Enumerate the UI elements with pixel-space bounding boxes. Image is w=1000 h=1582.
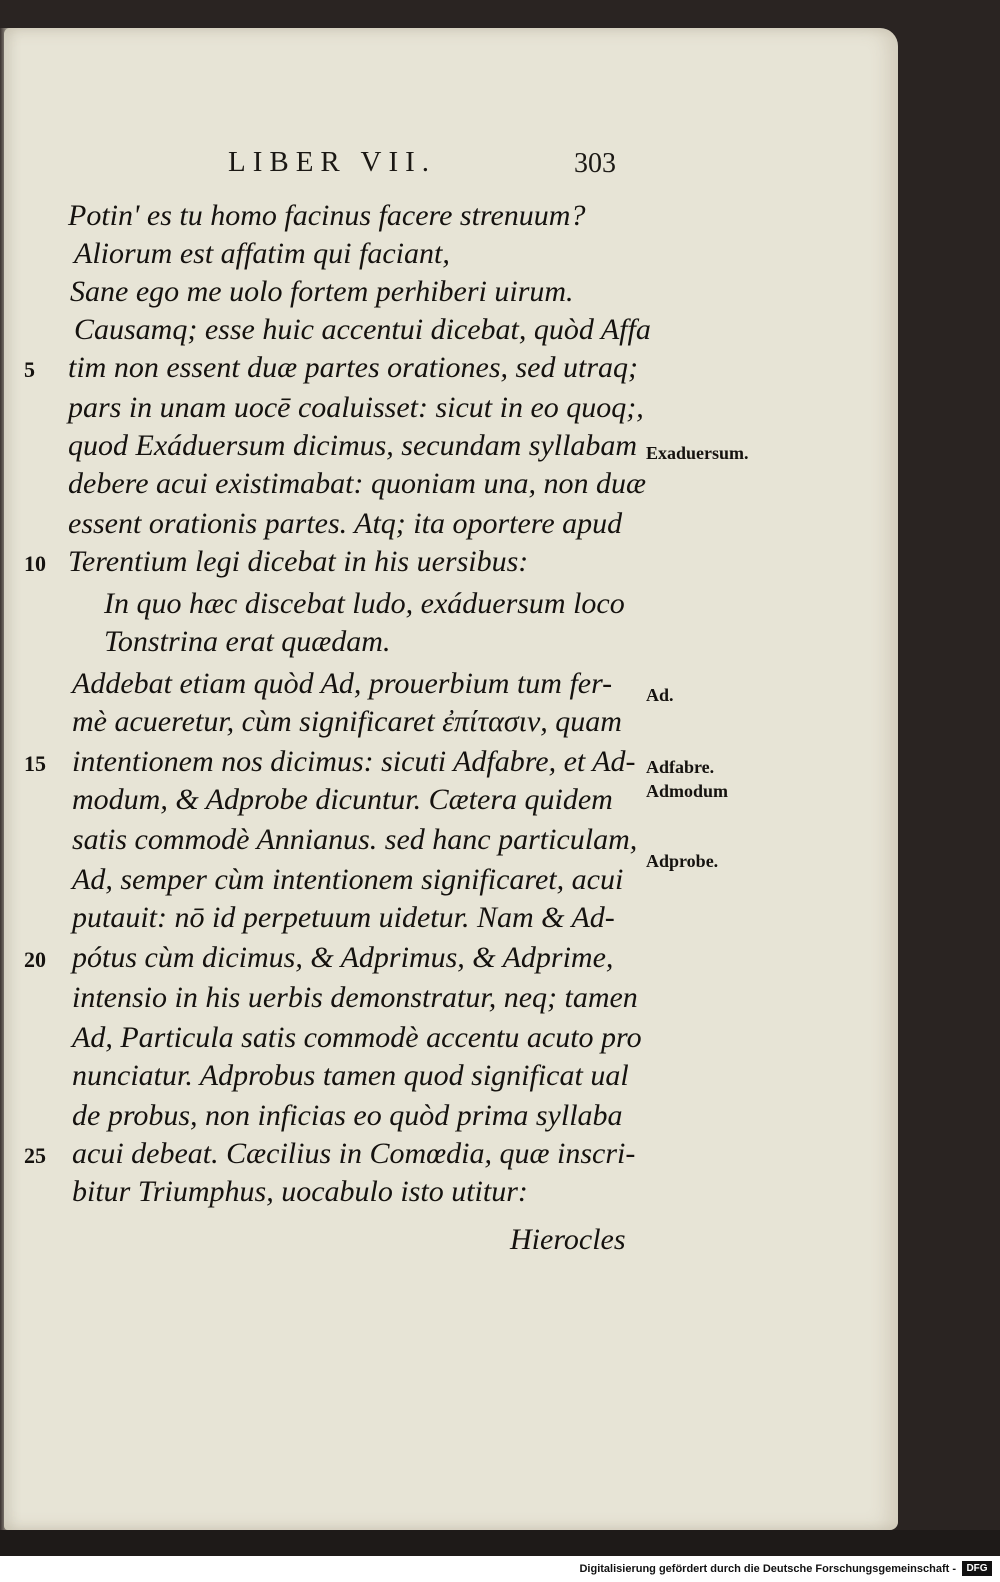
text-line: Addebat etiam quòd Ad, prouerbium tum fer- (72, 667, 613, 700)
margin-note: Adfabre. (646, 757, 715, 777)
text-line: In quo hæc discebat ludo, exáduersum loco (104, 587, 625, 620)
text-line: nunciatur. Adprobus tamen quod significat ual (72, 1059, 629, 1092)
text-line: quod Exáduersum dicimus, secundam syllabam (68, 429, 638, 462)
text-line: satis commodè Annianus. sed hanc particulam, (72, 823, 638, 856)
text-line: Sane ego me uolo fortem perhiberi uirum. (70, 275, 574, 308)
margin-note: Admodum (646, 781, 729, 801)
text-line: acui debeat. Cæcilius in Comœdia, quæ inscri- (72, 1137, 636, 1170)
margin-note: Ad. (646, 685, 674, 705)
line-number: 10 (24, 551, 46, 576)
text-line: Aliorum est affatim qui faciant, (74, 237, 450, 270)
text-line: intentionem nos dicimus: sicuti Adfabre, et Ad- (72, 745, 636, 778)
text-line: putauit: nō id perpetuum uidetur. Nam & Ad- (72, 901, 615, 934)
text-line: Potin' es tu homo facinus facere strenuum? (68, 199, 586, 232)
dfg-logo: DFG (962, 1561, 992, 1576)
margin-note: Adprobe. (646, 851, 719, 871)
text-line: intensio in his uerbis demonstratur, neq; tamen (72, 981, 638, 1014)
text-line: mè acueretur, cùm significaret ἐπίτασιν, quam (72, 705, 622, 738)
text-line: pótus cùm dicimus, & Adprimus, & Adprime, (72, 941, 614, 974)
running-head: LIBER VII. (228, 146, 437, 178)
text-line: Ad, Particula satis commodè accentu acuto pro (72, 1021, 642, 1054)
page-number: 303 (574, 148, 616, 179)
text-line: Tonstrina erat quædam. (104, 625, 391, 658)
text-line: modum, & Adprobe dicuntur. Cætera quidem (72, 783, 613, 816)
line-number: 20 (24, 947, 46, 972)
text-line: pars in unam uocē coaluisset: sicut in eo quoq;, (68, 391, 644, 424)
text-line: de probus, non inficias eo quòd prima syllaba (72, 1099, 623, 1132)
catchword: Hierocles (510, 1223, 626, 1256)
text-line: Ad, semper cùm intentionem significaret, acui (72, 863, 624, 896)
footer-credit: Digitalisierung gefördert durch die Deutsche Forschungsgemeinschaft - (579, 1563, 956, 1575)
text-line: bitur Triumphus, uocabulo isto utitur: (72, 1175, 528, 1208)
text-line: Terentium legi dicebat in his uersibus: (68, 545, 529, 578)
text-line: tim non essent duæ partes orationes, sed utraq; (68, 351, 638, 384)
text-line: debere acui existimabat: quoniam una, non duæ (68, 467, 646, 500)
scan-bottom-edge (0, 1530, 1000, 1556)
line-number: 5 (24, 357, 35, 382)
text-line: Causamq; esse huic accentui dicebat, quòd Affa (74, 313, 651, 346)
line-number: 15 (24, 751, 46, 776)
text-line: essent orationis partes. Atq; ita oportere apud (68, 507, 623, 540)
margin-note: Exaduersum. (646, 443, 749, 463)
line-number: 25 (24, 1143, 46, 1168)
